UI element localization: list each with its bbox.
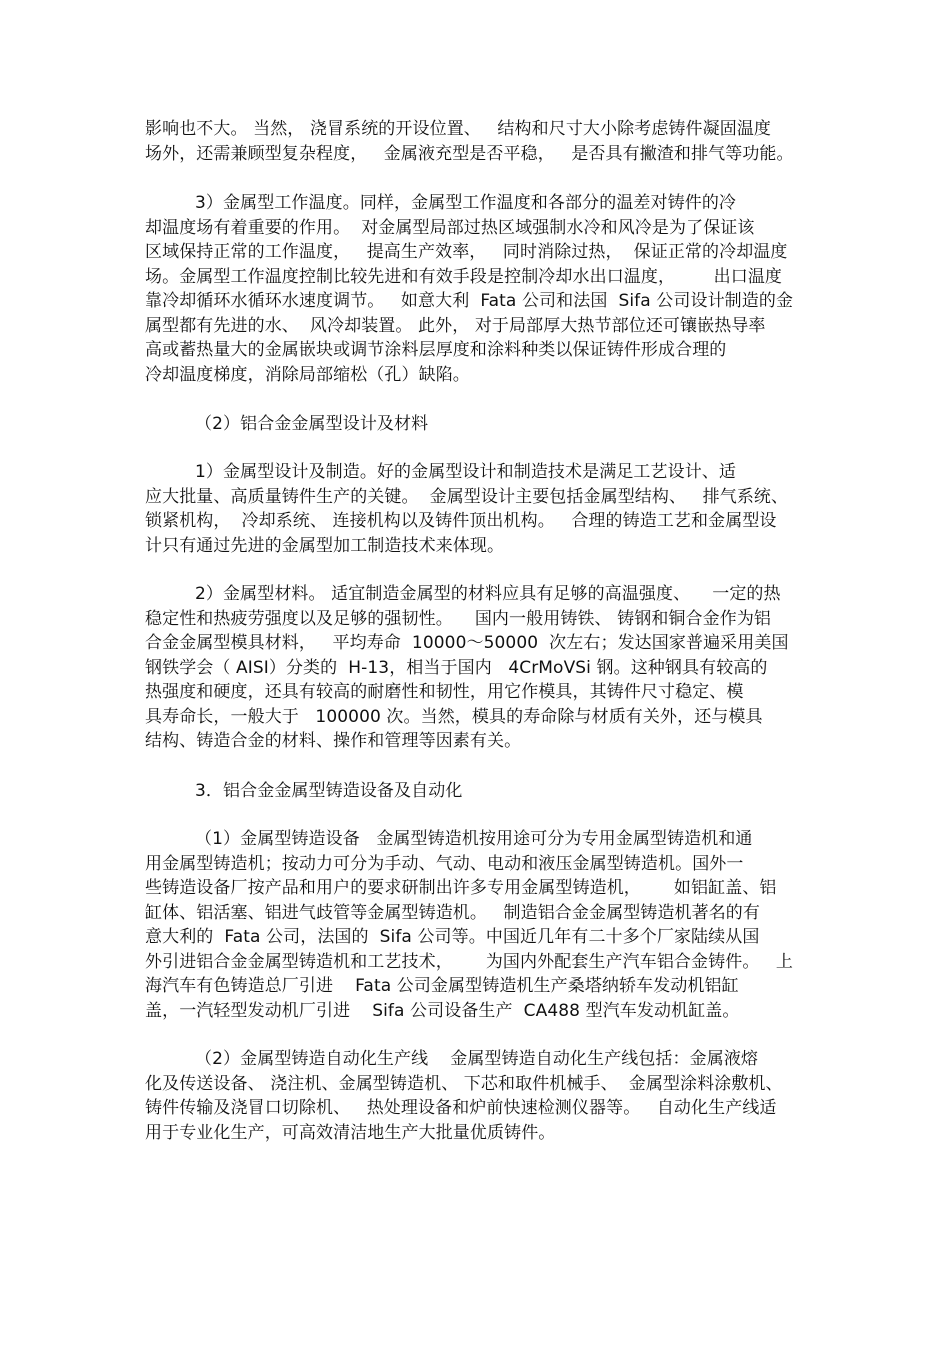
text-line: 盖，一汽轻型发动机厂引进 Sifa 公司设备生产 CA488 型汽车发动机缸盖。 (145, 1000, 740, 1021)
text-line: 冷却温度梯度，消除局部缩松（孔）缺陷。 (145, 364, 470, 385)
text-line: 化及传送设备、 浇注机、金属型铸造机、 下芯和取件机械手、 金属型涂料涂敷机、 (145, 1073, 783, 1094)
paragraph-mold-material (145, 582, 815, 754)
text-line: 稳定性和热疲劳强度以及足够的强韧性。 国内一般用铸铁、 铸钢和铜合金作为铝 (145, 608, 772, 629)
section-heading-design-materials (145, 412, 815, 437)
section-heading: 3．铝合金金属型铸造设备及自动化 (195, 781, 463, 801)
text-line: （2）金属型铸造自动化生产线 金属型铸造自动化生产线包括：金属液熔 (195, 1049, 759, 1069)
text-line: 外引进铝合金金属型铸造机和工艺技术， 为国内外配套生产汽车铝合金铸件。 上 (145, 951, 794, 972)
text-line: 场外，还需兼顾型复杂程度， 金属液充型是否平稳， 是否具有撇渣和排气等功能。 (145, 143, 794, 164)
text-line: 3）金属型工作温度。同样，金属型工作温度和各部分的温差对铸件的冷 (195, 193, 737, 213)
paragraph-automation-line (145, 1047, 815, 1145)
section-heading: （2）铝合金金属型设计及材料 (195, 414, 429, 434)
text-line: 靠冷却循环水循环水速度调节。 如意大利 Fata 公司和法国 Sifa 公司设计制造的金 (145, 291, 794, 311)
paragraph-casting-equipment (145, 827, 815, 1023)
text-line: 影响也不大。 当然， 浇冒系统的开设位置、 结构和尺寸大小除考虑铸件凝固温度 (145, 119, 772, 139)
text-line: 区域保持正常的工作温度， 提高生产效率， 同时消除过热， 保证正常的冷却温度 (145, 242, 788, 262)
text-line: 结构、铸造合金的材料、操作和管理等因素有关。 (145, 731, 522, 751)
text-line: 用金属型铸造机；按动力可分为手动、气动、电动和液压金属型铸造机。国外一 (145, 853, 744, 874)
text-line: 属型都有先进的水、 风冷却装置。 此外， 对于局部厚大热节部位还可镶嵌热导率 (145, 315, 766, 336)
text-line: 意大利的 Fata 公司，法国的 Sifa 公司等。中国近几年有二十多个厂家陆续从国 (145, 927, 760, 947)
text-line: 却温度场有着重要的作用。 对金属型局部过热区域强制水冷和风冷是为了保证该 (145, 217, 755, 238)
text-line: 合金金属型模具材料， 平均寿命 10000～50000 次左右；发达国家普遍采用美国 (145, 633, 789, 653)
text-line: 2）金属型材料。 适宜制造金属型的材料应具有足够的高温强度、 一定的热 (195, 584, 781, 604)
text-line: （1）金属型铸造设备 金属型铸造机按用途可分为专用金属型铸造机和通 (195, 829, 753, 849)
text-line: 些铸造设备厂按产品和用户的要求研制出许多专用金属型铸造机， 如铝缸盖、铝 (145, 878, 777, 898)
paragraph-mold-design (145, 460, 815, 558)
text-line: 热强度和硬度，还具有较高的耐磨性和韧性，用它作模具，其铸件尺寸稳定、模 (145, 682, 744, 702)
paragraph-mold-temperature (145, 191, 815, 387)
text-line: 场。金属型工作温度控制比较先进和有效手段是控制冷却水出口温度， 出口温度 (145, 266, 783, 287)
text-line: 1）金属型设计及制造。好的金属型设计和制造技术是满足工艺设计、适 (195, 462, 737, 482)
paragraph-continued (145, 117, 815, 166)
text-line: 铸件传输及浇冒口切除机、 热处理设备和炉前快速检测仪器等。 自动化生产线适 (145, 1098, 777, 1118)
text-line: 缸体、铝活塞、铝进气歧管等金属型铸造机。 制造铝合金金属型铸造机著名的有 (145, 902, 761, 923)
text-line: 锁紧机构， 冷却系统、 连接机构以及铸件顶出机构。 合理的铸造工艺和金属型设 (145, 511, 777, 531)
text-line: 计只有通过先进的金属型加工制造技术来体现。 (145, 535, 505, 556)
text-line: 钢铁学会（ AISI）分类的 H-13，相当于国内 4CrMoVSi 钢。这种钢具有较高的 (145, 657, 768, 678)
text-line: 高或蓄热量大的金属嵌块或调节涂料层厚度和涂料种类以保证铸件形成合理的 (145, 340, 727, 360)
text-line: 用于专业化生产，可高效清洁地生产大批量优质铸件。 (145, 1122, 556, 1143)
text-line: 海汽车有色铸造总厂引进 Fata 公司金属型铸造机生产桑塔纳轿车发动机铝缸 (145, 976, 739, 996)
text-line: 具寿命长，一般大于 100000 次。当然，模具的寿命除与材质有关外，还与模具 (145, 706, 763, 727)
text-line: 应大批量、高质量铸件生产的关键。 金属型设计主要包括金属型结构、 排气系统、 (145, 486, 789, 507)
section-heading-equipment-automation (145, 779, 815, 804)
